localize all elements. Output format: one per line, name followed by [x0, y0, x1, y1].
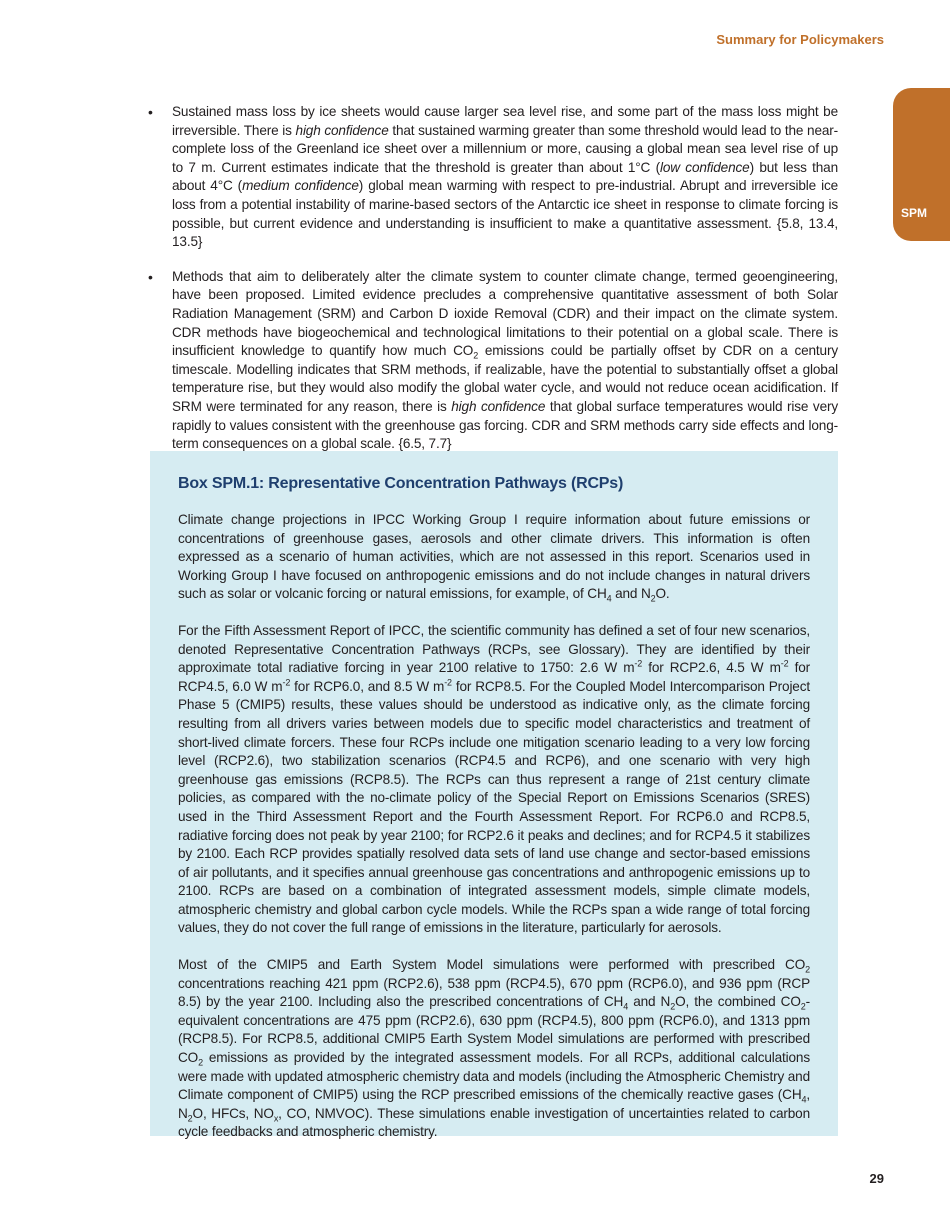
text-run: Methods that aim to deliberately alter the climate system to counter climate change, termed geoengineering, have been proposed. Limited evidence precludes a comprehensive quantitative assessment of both Solar Radiation Management (SRM) and Carbon D ioxide Removal (CDR) and their impact on the climate system. CDR methods have biogeochemical and technological limitations to their potential on a global scale. There is insufficient knowledge to quantify how much CO: [172, 268, 838, 359]
text-run: Climate change projections in IPCC Working Group I require information about future emissions or concentrations of greenhouse gases, aerosols and other climate drivers. This information is often expressed as a scenario of human activities, which are not assessed in this report. Scenarios used in Working Group I have focused on anthropogenic emissions and do not include changes in natural drivers such as solar or volcanic forcing or natural emissions, for example, of CH: [178, 512, 810, 602]
text-run: for RCP8.5. For the Coupled Model Intercomparison Project Phase 5 (CMIP5) results, these values should be understood as indicative only, as the climate forcing resulting from all drivers varies between models due to specific model characteristics and treatment of short-lived climate forcers. These four RCPs include one mitigation scenario leading to a very low forcing level (RCP2.6), two stabilization scenarios (RCP4.5 and RCP6), and one scenario with very high greenhouse gas emissions (RCP8.5). The RCPs can thus represent a range of 21st century climate policies, as compared with the no-climate policy of the Special Report on Emissions Scenarios (SRES) used in the Third Assessment Report and the Fourth Assessment Report. For RCP6.0 and RCP8.5, radiative forcing does not peak by year 2100; for RCP2.6 it peaks and declines; and for RCP4.5 it stabilizes by 2100. Each RCP provides spatially resolved data sets of land use change and sector-based emissions of air pollutants, and it specifies annual greenhouse gas concentrations and anthropogenic emissions up to 2100. RCPs are based on a combination of integrated assessment models, simple climate models, atmospheric chemistry and global carbon cycle models. While the RCPs span a wide range of total forcing values, they do not cover the full range of emissions in the literature, particularly for aerosols.: [178, 678, 810, 936]
emphasis: medium confidence: [242, 178, 359, 194]
bullet-text: [172, 268, 838, 454]
superscript: -2: [282, 677, 291, 688]
subscript: 2: [670, 1001, 676, 1012]
box-title: Box SPM.1: Representative Concentration Pathways (RCPs): [178, 475, 624, 492]
text-run: that global surface temperatures would rise very rapidly to values consistent with the greenhouse gas forcing. CDR and SRM methods carry side effects and long-term consequences on a global scale. {6.5, 7.7}: [172, 398, 839, 452]
box-paragraph-3: [178, 956, 810, 1142]
text-run: that sustained warming greater than some threshold would lead to the near-complete loss of the Greenland ice sheet over a millennium or more, causing a global mean sea level rise of up to 7 m. Current estimates indicate that the threshold is greater than about 1°C (: [172, 122, 839, 175]
text-run: concentrations reaching 421 ppm (RCP2.6), 538 ppm (RCP4.5), 670 ppm (RCP6.0), and 936 ppm (RCP 8.5) by the year 2100. Including also the prescribed concentrations of CH: [178, 975, 810, 1010]
text-run: emissions could be partially offset by CDR on a century timescale. Modelling indicates that SRM methods, if realizable, have the potential to substantially offset a global temperature rise, but they would also modify the global water cycle, and would not reduce ocean acidification. If SRM were terminated for any reason, there is: [172, 343, 838, 414]
text-run: emissions as provided by the integrated assessment models. For all RCPs, additional calculations were made with updated atmospheric chemistry data and models (including the Atmospheric Chemistry and Climate component of CMIP5) using the RCP prescribed emissions of the chemically reactive gases (CH: [178, 1050, 810, 1103]
text-run: ) global mean warming with respect to pre-industrial. Abrupt and irreversible ice loss from a potential instability of marine-based sectors of the Antarctic ice sheet in response to climate forcing is possible, but current evidence and understanding is insufficient to make a quantitative assessment. {5.8, 13.4, 13.5}: [172, 178, 839, 250]
rcp-box: [150, 451, 838, 1140]
text-run: O, HFCs, NO: [192, 1105, 274, 1121]
emphasis: high confidence: [295, 122, 389, 138]
box-paragraph-1: [178, 511, 810, 604]
subscript: 4: [801, 1094, 807, 1105]
text-run: and N: [611, 586, 651, 602]
text-run: O.: [655, 586, 670, 602]
box-paragraph-2: [178, 622, 810, 938]
text-run: for RCP4.5, 6.0 W m: [178, 660, 810, 694]
text-run: for RCP2.6, 4.5 W m: [642, 660, 781, 676]
section-tab-label: SPM: [901, 206, 928, 220]
text-run: , CO, NMVOC). These simulations enable investigation of uncertainties related to carbon cycle feedbacks and atmospheric chemistry.: [178, 1105, 810, 1140]
bullet-item: [148, 103, 838, 252]
text-run: Sustained mass loss by ice sheets would cause larger sea level rise, and some part of the mass loss might be irreversible. There is: [172, 104, 838, 138]
subscript: x: [273, 1113, 279, 1124]
subscript: 2: [650, 594, 656, 605]
superscript: -2: [780, 658, 789, 669]
running-header: Summary for Policymakers: [716, 32, 884, 47]
text-run: -equivalent concentrations are 475 ppm (RCP2.6), 630 ppm (RCP4.5), 800 ppm (RCP6.0), and 1313 ppm (RCP8.5). For RCP8.5, additional CMIP5 Earth System Model simulations are performed with prescribed CO: [178, 994, 811, 1066]
bullet-marker: •: [148, 104, 153, 120]
subscript: 2: [187, 1113, 193, 1124]
bullet-list: [148, 103, 838, 470]
text-run: For the Fifth Assessment Report of IPCC, the scientific community has defined a set of four new scenarios, denoted Representative Concentration Pathways (RCPs, see Glossary). They are identified by their approximate total radiative forcing in year 2100 relative to 1750: 2.6 W m: [178, 622, 810, 676]
subscript: 4: [623, 1001, 629, 1012]
text-run: , N: [178, 1087, 810, 1121]
text-run: ) but less than about 4°C (: [172, 159, 838, 194]
bullet-text: [172, 103, 838, 252]
emphasis: high confidence: [451, 398, 546, 414]
text-run: Most of the CMIP5 and Earth System Model simulations were performed with prescribed CO: [178, 957, 806, 973]
subscript: 2: [473, 350, 479, 361]
superscript: -2: [444, 677, 452, 688]
bullet-marker: •: [148, 268, 153, 285]
superscript: -2: [634, 658, 643, 669]
subscript: 4: [606, 594, 612, 605]
emphasis: low confidence: [659, 159, 750, 175]
section-tab: [893, 88, 950, 241]
subscript: 2: [805, 964, 810, 975]
subscript: 2: [800, 1001, 806, 1012]
text-run: for RCP6.0, and 8.5 W m: [290, 678, 445, 694]
box-content: [178, 475, 810, 1160]
bullet-item: [148, 268, 838, 454]
page-number: 29: [869, 1171, 884, 1186]
text-run: and N: [628, 994, 671, 1010]
subscript: 2: [198, 1057, 203, 1068]
text-run: O, the combined CO: [675, 994, 801, 1010]
